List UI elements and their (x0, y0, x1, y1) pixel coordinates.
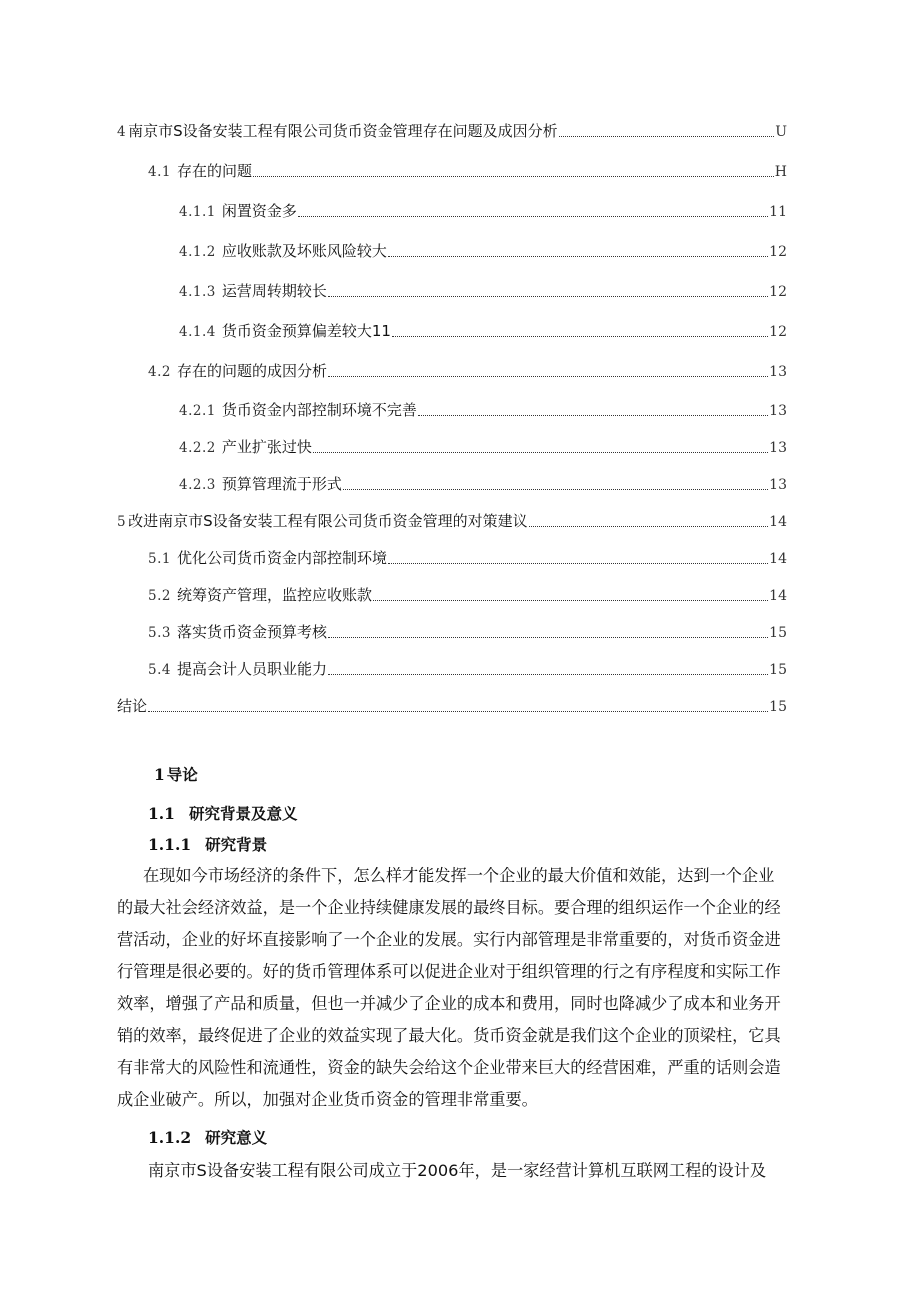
dot-leader (373, 600, 768, 601)
toc-number: 5.4 (148, 662, 171, 678)
toc-number: 4.2 (148, 364, 171, 380)
toc-page-number: 13 (769, 477, 787, 493)
toc-page-number: 12 (769, 324, 787, 340)
subsection-number: 1.1.1 (148, 835, 192, 854)
toc-number: 5.2 (148, 588, 171, 604)
toc-number: 5.1 (148, 551, 171, 567)
dot-leader (313, 452, 768, 453)
toc-page-number: 15 (769, 662, 787, 678)
toc-page-number: 13 (769, 364, 787, 380)
toc-title: 运营周转期较长 (221, 282, 327, 300)
dot-leader (148, 711, 768, 712)
toc-number: 4.1.3 (179, 284, 216, 300)
toc-entry[interactable] (148, 361, 787, 381)
toc-page-number: 13 (769, 440, 787, 456)
toc-entry[interactable] (179, 241, 787, 261)
toc-title: 改进南京市S设备安装工程有限公司货币资金管理的对策建议 (128, 512, 528, 530)
toc-title: 产业扩张过快 (221, 438, 312, 456)
toc-entry[interactable] (179, 281, 787, 301)
dot-leader (343, 489, 768, 490)
toc-title: 统筹资产管理，监控应收账款 (176, 586, 372, 604)
toc-entry[interactable] (179, 437, 787, 457)
toc-page-number: U (775, 124, 787, 140)
toc-title: 预算管理流于形式 (221, 475, 342, 493)
toc-number: 4.2.3 (179, 477, 216, 493)
paragraph-line: 行管理是很必要的。好的货币管理体系可以促进企业对于组织管理的行之有序程度和实际工作 (117, 962, 781, 981)
toc-number: 5 (117, 514, 127, 530)
toc-entry[interactable] (148, 585, 787, 605)
subsection-title: 研究背景 (205, 836, 268, 854)
chapter-number: 1 (154, 765, 165, 784)
toc-entry[interactable] (117, 511, 787, 531)
paragraph-line: 成企业破产。所以，加强对企业货币资金的管理非常重要。 (117, 1090, 538, 1109)
dot-leader (529, 526, 769, 527)
toc-entry[interactable] (117, 696, 787, 716)
chapter-heading (154, 764, 198, 786)
toc-page-number: H (774, 164, 787, 180)
toc-title: 应收账款及坏账风险较大 (221, 242, 387, 260)
toc-page-number: 12 (769, 284, 787, 300)
paragraph-line: 销的效率，最终促进了企业的效益实现了最大化。货币资金就是我们这个企业的顶梁柱，它具 (117, 1026, 781, 1045)
dot-leader (388, 256, 768, 257)
toc-entry[interactable] (179, 201, 787, 221)
toc-title: 货币资金预算偏差较大11 (221, 322, 391, 340)
dot-leader (328, 296, 768, 297)
toc-entry[interactable] (148, 622, 787, 642)
toc-page-number: 14 (769, 551, 787, 567)
section-heading (148, 803, 297, 825)
toc-entry[interactable] (148, 548, 787, 568)
dot-leader (298, 216, 768, 217)
chapter-title: 导论 (166, 766, 198, 784)
paragraph-line: 的最大社会经济效益，是一个企业持续健康发展的最终目标。要合理的组织运作一个企业的经 (117, 898, 781, 917)
toc-number: 4.2.2 (179, 440, 216, 456)
toc-number: 4.1.4 (179, 324, 216, 340)
toc-entry[interactable] (179, 474, 787, 494)
dot-leader (328, 674, 768, 675)
toc-entry[interactable] (179, 400, 787, 420)
toc-page-number: 15 (769, 699, 787, 715)
subsection-heading (148, 1127, 267, 1149)
toc-page-number: 14 (769, 514, 787, 530)
toc-number: 4.2.1 (179, 403, 216, 419)
paragraph-line: 在现如今市场经济的条件下，怎么样才能发挥一个企业的最大价值和效能，达到一个企业 (143, 866, 775, 885)
toc-page-number: 12 (769, 244, 787, 260)
toc-title: 存在的问题的成因分析 (176, 362, 327, 380)
toc-number: 4.1.2 (179, 244, 216, 260)
section-title: 研究背景及意义 (188, 805, 298, 823)
paragraph-line: 南京市S设备安装工程有限公司成立于2006年，是一家经营计算机互联网工程的设计及 (148, 1161, 767, 1180)
toc-number: 4.1.1 (179, 204, 216, 220)
toc-entry[interactable] (179, 321, 787, 341)
toc-entry[interactable] (148, 161, 787, 181)
dot-leader (328, 637, 768, 638)
subsection-number: 1.1.2 (148, 1128, 192, 1147)
toc-page-number: 13 (769, 403, 787, 419)
toc-number: 5.3 (148, 625, 171, 641)
paragraph-line: 效率，增强了产品和质量，但也一并减少了企业的成本和费用，同时也降减少了成本和业务开 (117, 994, 781, 1013)
toc-entry[interactable] (148, 659, 787, 679)
paragraph-line: 营活动，企业的好坏直接影响了一个企业的发展。实行内部管理是非常重要的，对货币资金进 (117, 930, 781, 949)
toc-title: 落实货币资金预算考核 (176, 623, 327, 641)
dot-leader (388, 563, 768, 564)
toc-title: 结论 (117, 697, 148, 715)
dot-leader (328, 376, 768, 377)
toc-title: 南京市S设备安装工程有限公司货币资金管理存在问题及成因分析 (128, 122, 558, 140)
toc-number: 4 (117, 124, 127, 140)
toc-title: 闲置资金多 (221, 202, 297, 220)
toc-entry[interactable] (117, 121, 787, 141)
toc-title: 优化公司货币资金内部控制环境 (176, 549, 387, 567)
dot-leader (418, 415, 768, 416)
toc-page-number: 14 (769, 588, 787, 604)
toc-title: 货币资金内部控制环境不完善 (221, 401, 417, 419)
paragraph-line: 有非常大的风险性和流通性，资金的缺失会给这个企业带来巨大的经营困难，严重的话则会造 (117, 1058, 781, 1077)
toc-page-number: 15 (769, 625, 787, 641)
dot-leader (253, 176, 774, 177)
toc-title: 提高会计人员职业能力 (176, 660, 327, 678)
toc-page-number: 11 (769, 204, 787, 220)
subsection-heading (148, 834, 267, 856)
dot-leader (392, 336, 768, 337)
section-number: 1.1 (148, 804, 175, 823)
subsection-title: 研究意义 (205, 1129, 268, 1147)
toc-number: 4.1 (148, 164, 171, 180)
dot-leader (559, 136, 775, 137)
toc-title: 存在的问题 (176, 162, 252, 180)
